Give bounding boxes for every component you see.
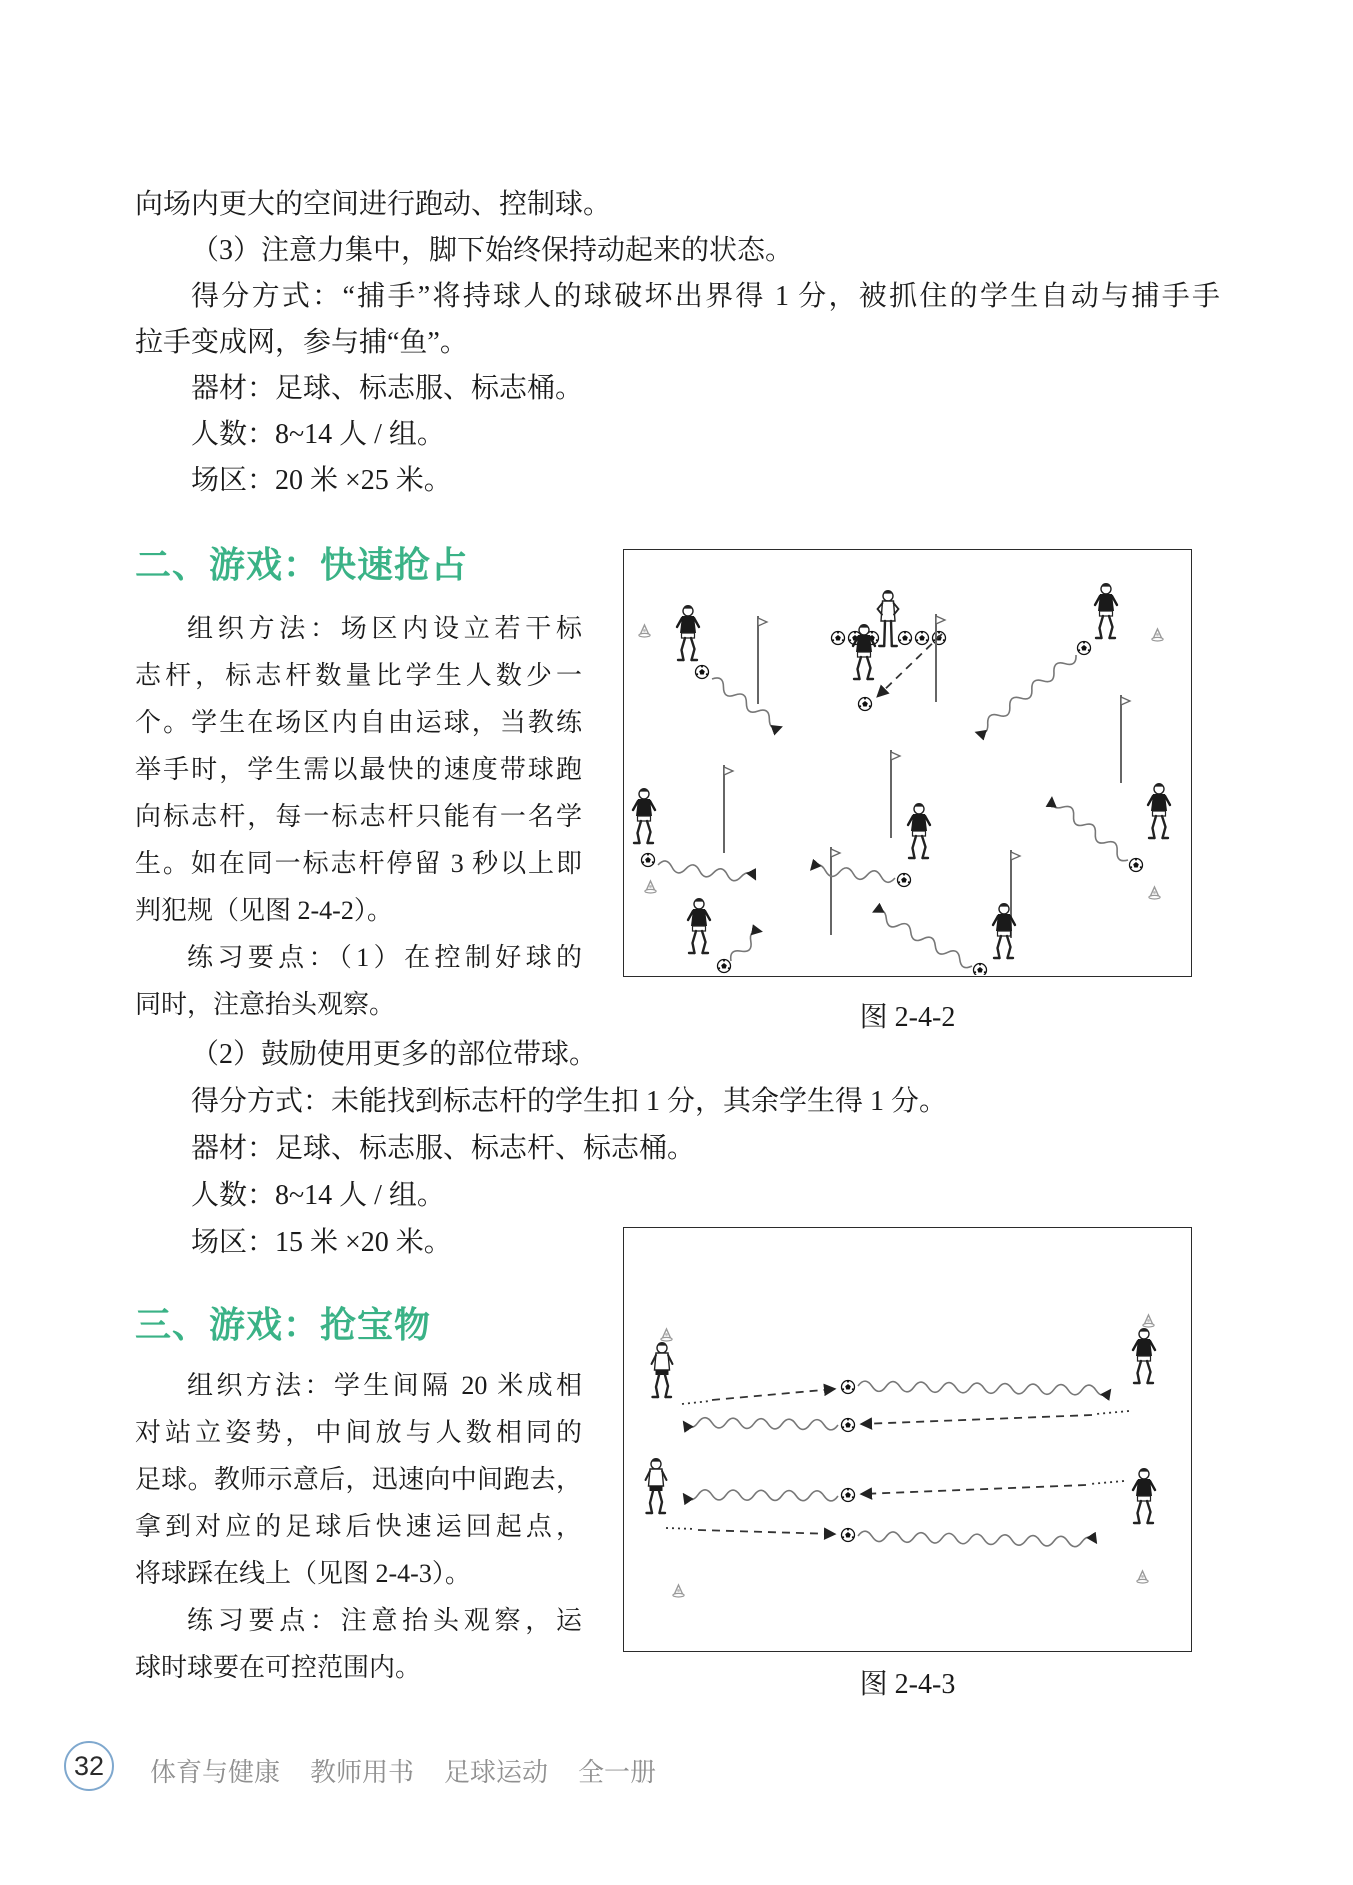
- student-icon: [1095, 583, 1117, 638]
- body-line: 场区：15 米 ×20 米。: [191, 1227, 452, 1258]
- body-line: 足球。教师示意后，迅速向中间跑去，: [135, 1465, 582, 1494]
- body-line: 将球踩在线上（见图 2-4-3）。: [135, 1559, 471, 1588]
- flag-pole-icon: [724, 765, 733, 853]
- run-dashed-path: [878, 634, 942, 696]
- student-icon: [688, 898, 710, 953]
- player-icon: [646, 1458, 667, 1513]
- cone-icon: [673, 1585, 684, 1597]
- flag-pole-icon: [831, 847, 840, 935]
- run-dashed-path: [862, 1415, 1092, 1424]
- flag-pole-icon: [936, 614, 945, 702]
- soccer-ball-icon: [842, 1489, 855, 1502]
- body-line: 练习要点：注意抬头观察，运: [187, 1606, 582, 1635]
- page-number: 32: [73, 1750, 105, 1781]
- body-line: 组织方法：学生间隔 20 米成相: [187, 1371, 582, 1400]
- student-icon: [908, 803, 930, 858]
- footer-sport: 足球运动: [444, 1757, 549, 1787]
- run-dotted-path: [682, 1401, 710, 1404]
- player-icon: [652, 1342, 673, 1397]
- body-line: 球时球要在可控范围内。: [135, 1653, 422, 1682]
- figure-2-4-2-drawing: [624, 550, 1190, 975]
- figure-2-4-3-drawing: [624, 1228, 1190, 1650]
- footer-meta: [150, 1752, 656, 1789]
- cone-icon: [645, 881, 656, 893]
- soccer-ball-icon: [718, 960, 731, 973]
- body-line: 人数：8~14 人 / 组。: [191, 1180, 445, 1211]
- dribble-wavy-path: [727, 928, 764, 965]
- student-icon: [677, 605, 699, 660]
- body-line: 组织方法：场区内设立若干标: [187, 614, 582, 643]
- footer-book-type: 教师用书: [310, 1757, 415, 1787]
- body-line: 器材：足球、标志服、标志杆、标志桶。: [191, 1133, 696, 1164]
- soccer-ball-icon: [1130, 859, 1143, 872]
- footer-book-title: 体育与健康: [150, 1757, 281, 1787]
- body-line: 同时，注意抬头观察。: [135, 990, 396, 1019]
- soccer-ball-icon: [832, 632, 845, 645]
- dribble-wavy-path: [974, 651, 1079, 736]
- body-line: 拿到对应的足球后快速运回起点，: [135, 1512, 582, 1541]
- body-line: 对站立姿势，中间放与人数相同的: [135, 1418, 582, 1447]
- footer-volume: 全一册: [578, 1757, 657, 1787]
- section-heading-kuaisu: 二、游戏：快速抢占: [135, 544, 469, 585]
- body-line: 向标志杆，每一标志杆只能有一名学: [135, 802, 582, 831]
- soccer-ball-icon: [696, 666, 709, 679]
- body-line: 场区：20 米 ×25 米。: [191, 465, 452, 496]
- soccer-ball-icon: [642, 854, 655, 867]
- dribble-wavy-path: [657, 860, 755, 884]
- soccer-ball-icon: [974, 964, 987, 976]
- run-dotted-path: [666, 1528, 696, 1529]
- cone-icon: [639, 625, 650, 637]
- run-dotted-path: [1090, 1481, 1124, 1484]
- section-heading-qiangbaowu: 三、游戏：抢宝物: [135, 1304, 432, 1345]
- cone-icon: [1137, 1571, 1148, 1583]
- soccer-ball-icon: [1078, 642, 1091, 655]
- body-line: 向场内更大的空间进行跑动、控制球。: [135, 189, 612, 220]
- dribble-wavy-path: [1049, 794, 1131, 863]
- body-line: 器材：足球、标志服、标志桶。: [191, 373, 584, 404]
- dribble-wavy-path: [684, 1490, 838, 1501]
- section-qiangbaowu-left-column: [135, 1362, 582, 1691]
- section-kuaisu-left-column: [135, 605, 582, 1028]
- body-line: （3）注意力集中，脚下始终保持动起来的状态。: [191, 235, 794, 266]
- cone-icon: [1152, 629, 1163, 641]
- figure-2-4-2-caption: 图 2-4-2: [859, 1002, 956, 1033]
- run-dotted-path: [1096, 1411, 1129, 1414]
- figure-2-4-3: [623, 1227, 1192, 1652]
- dribble-wavy-path: [811, 864, 896, 883]
- dribble-wavy-path: [858, 1531, 1096, 1547]
- soccer-ball-icon: [916, 632, 929, 645]
- dribble-wavy-path: [858, 1381, 1110, 1395]
- body-line: 得分方式：未能找到标志杆的学生扣 1 分，其余学生得 1 分。: [191, 1086, 948, 1117]
- dribble-wavy-path: [684, 1417, 838, 1430]
- body-line: 练习要点：（1）在控制好球的: [187, 943, 582, 972]
- body-line: 个。学生在场区内自由运球，当教练: [135, 708, 582, 737]
- student-icon: [1148, 783, 1170, 838]
- body-line: 生。如在同一标志杆停留 3 秒以上即: [135, 849, 582, 878]
- flag-pole-icon: [758, 616, 767, 704]
- body-line: 志杆，标志杆数量比学生人数少一: [135, 661, 582, 690]
- body-line: 举手时，学生需以最快的速度带球跑: [135, 755, 582, 784]
- flag-pole-icon: [891, 750, 900, 838]
- dribble-wavy-path: [872, 907, 975, 970]
- body-line: 判犯规（见图 2-4-2）。: [135, 896, 393, 925]
- body-line: 人数：8~14 人 / 组。: [191, 419, 445, 450]
- player-icon: [1133, 1468, 1155, 1523]
- cone-icon: [1149, 887, 1160, 899]
- body-line: 得分方式：“捕手”将持球人的球破坏出界得 1 分，被抓住的学生自动与捕手手: [191, 281, 1220, 312]
- player-icon: [1133, 1328, 1155, 1383]
- flag-pole-icon: [1121, 695, 1130, 783]
- cone-icon: [1143, 1315, 1154, 1327]
- body-line: 拉手变成网，参与捕“鱼”。: [135, 327, 468, 358]
- student-icon: [633, 788, 655, 843]
- coach-icon: [878, 590, 899, 646]
- run-dashed-path: [698, 1530, 834, 1534]
- run-dashed-path: [862, 1485, 1086, 1494]
- soccer-ball-icon: [898, 874, 911, 887]
- soccer-ball-icon: [859, 698, 872, 711]
- soccer-ball-icon: [842, 1381, 855, 1394]
- run-dashed-path: [712, 1389, 834, 1400]
- body-line: （2）鼓励使用更多的部位带球。: [191, 1039, 598, 1070]
- soccer-ball-icon: [899, 632, 912, 645]
- dribble-wavy-path: [709, 675, 784, 731]
- cone-icon: [661, 1329, 672, 1341]
- intro-paragraphs: [135, 182, 1220, 504]
- soccer-ball-icon: [842, 1529, 855, 1542]
- page-number-badge: [64, 1741, 114, 1791]
- figure-2-4-2: [623, 549, 1192, 977]
- figure-2-4-3-caption: 图 2-4-3: [859, 1669, 956, 1700]
- soccer-ball-icon: [842, 1419, 855, 1432]
